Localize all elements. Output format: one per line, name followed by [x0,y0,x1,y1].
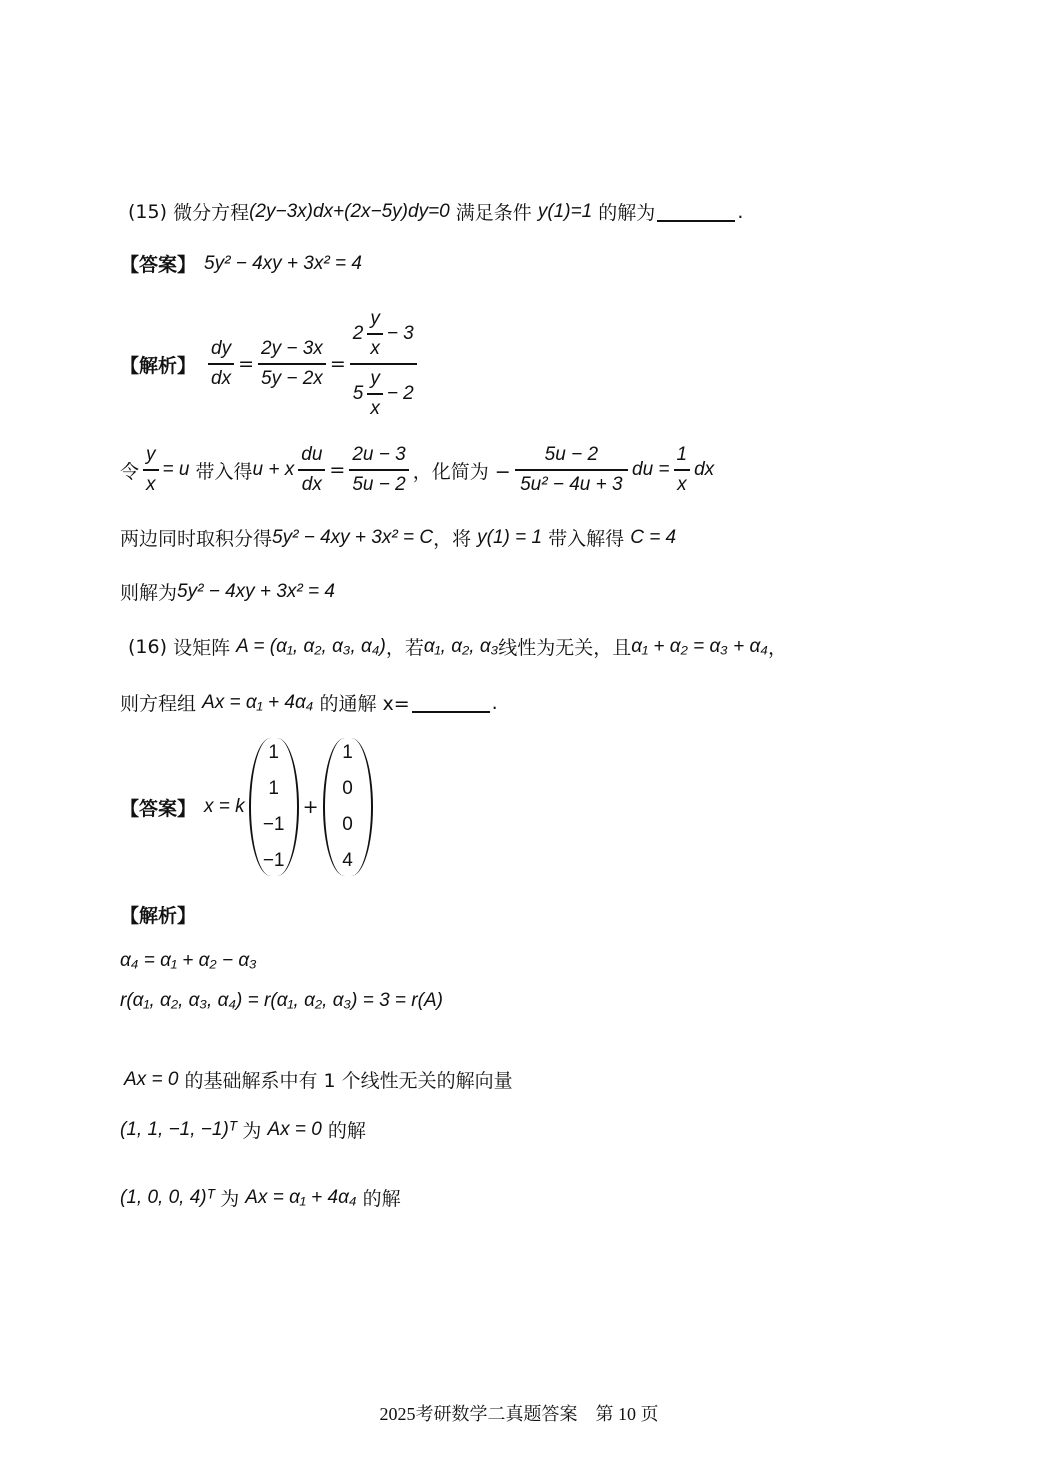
answer-prefix: x = k [204,796,245,817]
system: Ax = α₁ + 4α₄ [202,691,314,713]
integrate-text: 两边同时取积分得 [120,528,273,550]
answer-label: 【答案】 [120,797,197,820]
page-footer: 2025考研数学二真题答案 第 10 页 [379,1404,659,1424]
fraction-rhs [349,444,408,496]
text: 线性为无关，且 [498,637,632,659]
fraction-dy-dx [208,338,234,390]
entry: −1 [262,814,285,835]
denominator: x [370,398,380,419]
vector: (1, 1, −1, −1)ᵀ [120,1118,237,1140]
fraction-main [258,338,326,390]
vectors: α₁, α₂, α₃ [423,635,499,657]
matrix-def: A = (α₁, α₂, α₃, α₄) [236,635,386,657]
fraction-y-x [367,308,383,360]
text: ， [767,637,787,659]
plus: + [302,796,319,818]
entry: 1 [342,742,353,763]
fraction-simplified [515,444,628,496]
analysis-label: 【解析】 [120,354,197,377]
entry: 1 [268,742,279,763]
homogeneous-system: Ax = 0 [124,1068,179,1090]
entry: −1 [262,850,285,871]
den-coef: 5 [352,383,364,404]
let-text: 令 [120,460,140,483]
q15-conclusion [120,578,335,605]
text: 的解 [327,1120,366,1142]
general-solution: 5y² − 4xy + 3x² = C [272,526,434,548]
text: 为 [242,1120,262,1142]
denominator [350,365,417,420]
question-text: 微分方程 [173,202,250,224]
vector-2 [323,738,373,876]
simplify-text: ，化简为 − [412,460,511,483]
period: . [737,200,744,223]
fraction-y-x [367,368,383,420]
constant-value: C = 4 [630,526,677,548]
entry: 4 [342,850,353,871]
equals: = [329,459,346,481]
relation: α₁ + α₂ = α₃ + α₄ [631,635,768,657]
q16-analysis-line3 [124,1066,513,1093]
vector-1 [249,738,299,876]
num-const: − 3 [386,323,414,344]
numerator [350,308,417,365]
denominator: x [677,474,687,495]
ask-text: 的通解 x= [319,693,410,715]
numerator: y [367,308,383,335]
fraction-du-dx [298,444,325,496]
q15-answer [120,250,362,277]
q16-analysis-label [120,901,204,928]
du-eq: du = [632,459,670,480]
answer-label: 【答案】 [120,254,197,276]
q16-analysis-line4 [120,1116,366,1143]
text: 的基础解系中有 1 个线性无关的解向量 [184,1070,513,1092]
text: ，若 [385,637,424,659]
entry: 1 [268,778,279,799]
solution: 5y² − 4xy + 3x² = 4 [177,580,335,602]
period: . [491,691,498,714]
denominator: 5u² − 4u + 3 [520,474,623,495]
denominator: x [146,474,156,495]
answer-blank [412,693,490,713]
substitute-text: 带入解得 [548,528,625,550]
numerator: 5u − 2 [515,444,628,471]
q16-answer [120,738,377,876]
ask-text: 的解为 [598,202,656,224]
vector: (1, 0, 0, 4)ᵀ [120,1186,215,1208]
q16-analysis-line5 [120,1184,401,1211]
den-const: − 2 [386,383,414,404]
q16-analysis-line2: r(α₁, α₂, α₃, α₄) = r(α₁, α₂, α₃) = 3 = r(A) [120,990,443,1011]
text: 设矩阵 [173,637,231,659]
fraction-y-x [143,444,159,496]
denominator: 5u − 2 [352,474,406,495]
condition: y(1)=1 [537,200,593,222]
numerator: 1 [674,444,691,471]
system: Ax = α₁ + 4α₄ [245,1186,357,1208]
fraction-1-x [674,444,691,496]
entry: 0 [342,778,353,799]
equation: (2y−3x)dx+(2x−5y)dy=0 [249,200,450,222]
numerator: 2y − 3x [258,338,326,365]
dx: dx [694,459,715,480]
numerator: 2u − 3 [349,444,408,471]
text: 为 [220,1188,240,1210]
substitute-text: 带入得 [195,460,253,483]
equals: = [238,353,255,375]
condition: y(1) = 1 [477,526,543,548]
entry: 0 [342,814,353,835]
mid-text: ，将 [433,528,472,550]
numerator: dy [208,338,234,365]
condition-text: 满足条件 [455,202,532,224]
answer-value: 5y² − 4xy + 3x² = 4 [204,252,362,274]
denominator: x [370,338,380,359]
q16-analysis-line1: α₄ = α₁ + α₂ − α₃ [120,950,257,971]
text: 则方程组 [120,693,197,715]
denominator: 5y − 2x [261,368,323,389]
lhs: u + x [252,459,295,480]
numerator: y [143,444,159,471]
fraction-nested [350,308,417,420]
num-coef: 2 [352,323,364,344]
denominator: dx [211,368,232,389]
q15-substitution [120,444,714,496]
q15-question [128,198,743,225]
text: 的解 [362,1188,401,1210]
q15-analysis-derivation [120,308,421,420]
denominator: dx [301,474,322,495]
q16-question [128,633,787,660]
q16-question-line2 [120,689,498,716]
question-number: (15) [128,200,168,223]
numerator: du [298,444,325,471]
eq-u: = u [162,459,190,480]
answer-blank [657,202,735,222]
conclusion-text: 则解为 [120,582,178,604]
q15-integrate [120,524,676,551]
equals: = [329,353,346,375]
numerator: y [367,368,383,395]
analysis-label: 【解析】 [120,905,197,927]
system: Ax = 0 [267,1118,322,1140]
question-number: (16) [128,635,168,658]
